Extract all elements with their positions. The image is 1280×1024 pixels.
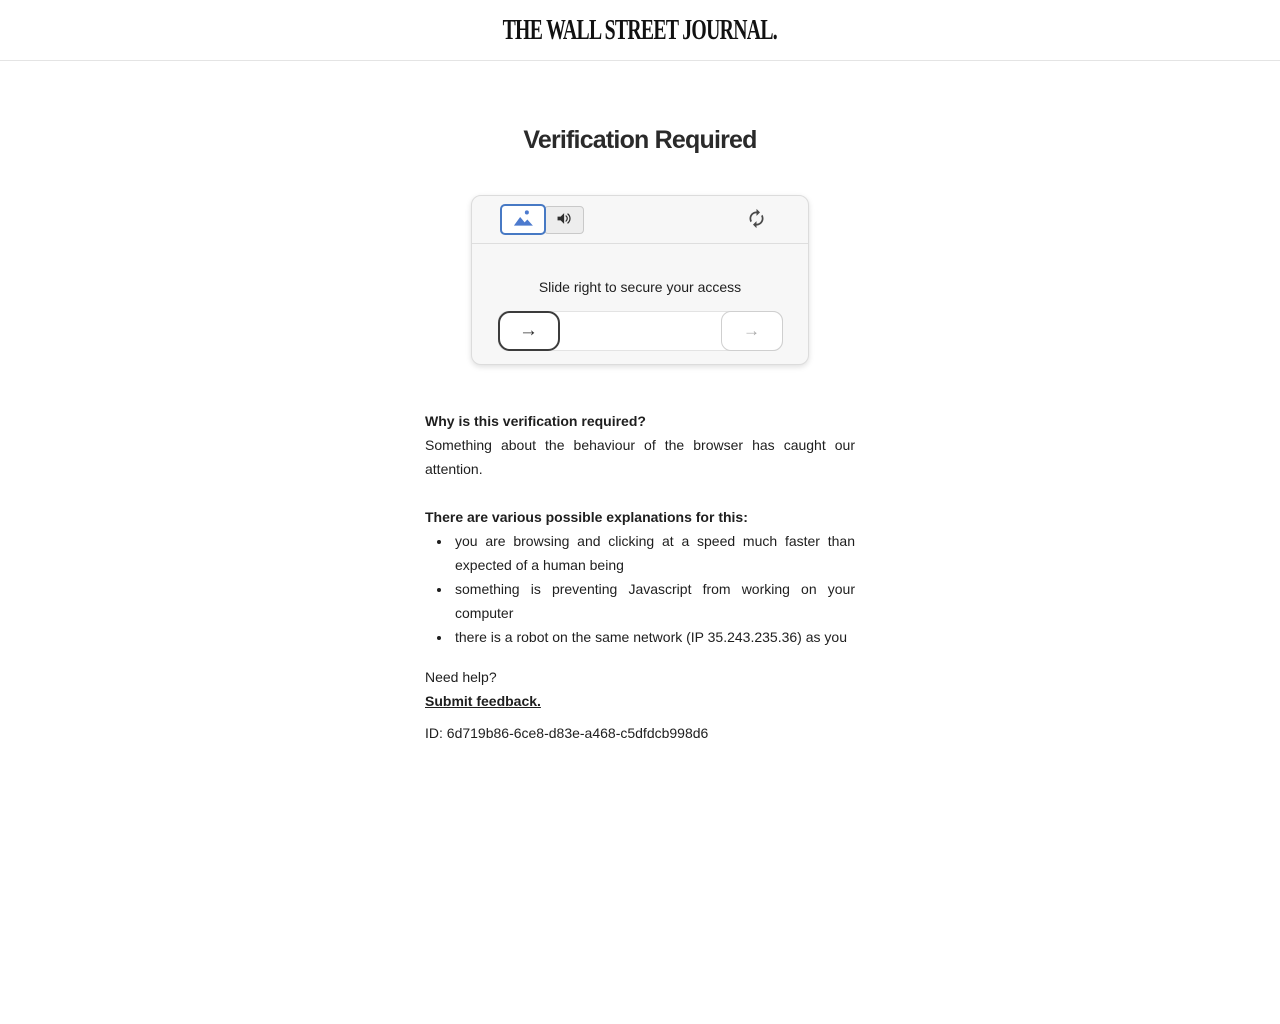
verification-id: ID: 6d719b86-6ce8-d83e-a468-c5dfdcb998d6 xyxy=(425,725,709,741)
picture-icon xyxy=(512,209,535,230)
why-section xyxy=(425,409,855,481)
list-item: • you are browsing and clicking at a speed much faster than expected of a human being xyxy=(452,529,855,577)
speaker-icon xyxy=(556,211,573,229)
top-bar xyxy=(0,0,1280,61)
image-captcha-button[interactable] xyxy=(500,204,546,235)
arrow-right-ghost-icon: → xyxy=(743,321,760,340)
refresh-icon xyxy=(746,208,767,232)
captcha-header xyxy=(472,196,808,244)
page-title: Verification Required xyxy=(523,126,757,154)
arrow-right-icon: → xyxy=(519,320,538,341)
refresh-captcha-button[interactable] xyxy=(744,208,768,232)
help-block xyxy=(425,665,855,713)
slide-captcha xyxy=(498,311,783,351)
list-item: • there is a robot on the same network (IP 35.243.235.36) as you xyxy=(452,625,855,649)
captcha-mode-toggle xyxy=(500,204,584,235)
why-body: Something about the behaviour of the browser has caught our attention. xyxy=(425,437,855,477)
explanations-section xyxy=(425,505,855,649)
slider-target xyxy=(721,311,783,351)
why-heading: Why is this verification required? xyxy=(425,413,646,429)
main-content xyxy=(425,125,855,745)
slider-instruction: Slide right to secure your access xyxy=(538,279,742,295)
list-item: • something is preventing Javascript from working on your computer xyxy=(452,577,855,625)
wsj-logo: THE WALL STREET JOURNAL. xyxy=(502,13,778,46)
explanation-list xyxy=(425,529,855,649)
captcha-widget xyxy=(471,195,809,365)
submit-feedback-link[interactable]: Submit feedback. xyxy=(425,693,541,709)
need-help-text: Need help? xyxy=(425,669,497,685)
audio-captcha-button[interactable] xyxy=(544,206,584,234)
slider-handle[interactable] xyxy=(498,311,560,351)
explanations-heading: There are various possible explanations for this: xyxy=(425,509,748,525)
